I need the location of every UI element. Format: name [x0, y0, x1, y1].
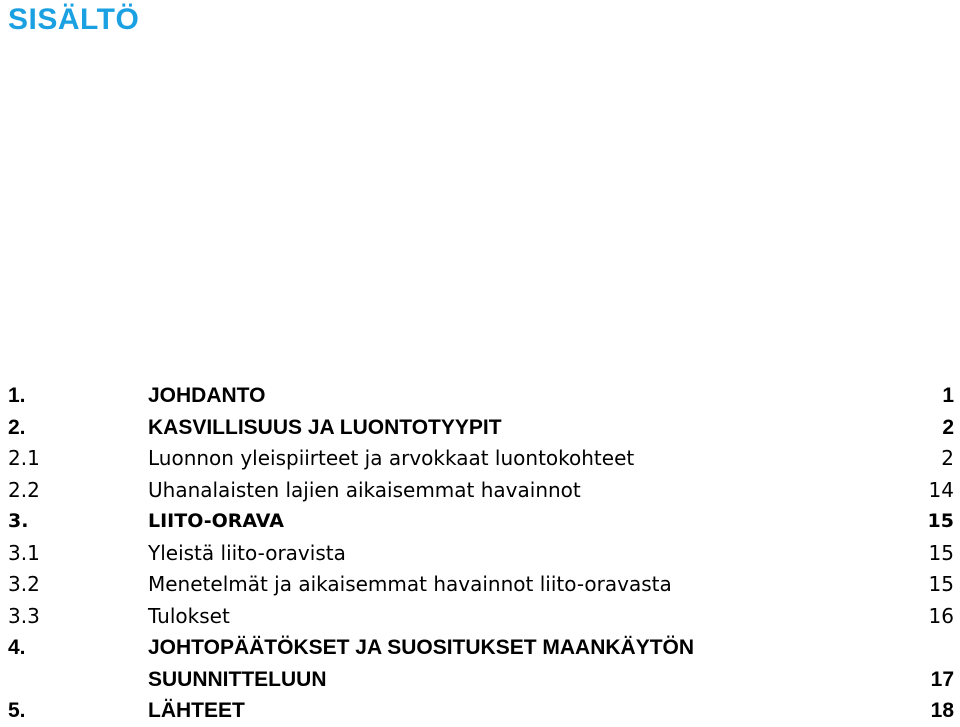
toc-entry-page: 17	[930, 667, 954, 691]
toc-entry-title: JOHDANTO	[148, 384, 266, 407]
toc-entry-number: 3.	[8, 510, 29, 532]
toc-entry-page: 15	[927, 510, 954, 532]
toc-entry-number: 2.2	[8, 477, 40, 502]
toc-entry-4[interactable]	[0, 632, 960, 664]
toc-entry-2[interactable]	[0, 412, 960, 444]
toc-entry-title: Uhanalaisten lajien aikaisemmat havainnot	[148, 477, 581, 502]
toc-entry-page: 14	[928, 477, 954, 502]
toc-entry-5[interactable]	[0, 695, 960, 727]
toc-entry-number: 5.	[8, 699, 26, 722]
toc-entry-number: 3.2	[8, 572, 40, 596]
toc-entry-page: 15	[928, 572, 954, 596]
toc-entry-number: 1.	[8, 384, 26, 407]
toc-entry-page: 2	[942, 415, 954, 439]
toc-entry-title: LIITO-ORAVA	[148, 510, 284, 532]
toc-entry-3[interactable]	[0, 506, 960, 538]
toc-entry-number: 2.	[8, 415, 26, 439]
toc-entry-page: 2	[941, 446, 954, 470]
toc-entry-page: 16	[928, 603, 954, 628]
toc-entry-page: 1	[942, 384, 954, 407]
toc-entry-title: LÄHTEET	[148, 699, 245, 722]
toc-entry-title: JOHTOPÄÄTÖKSET JA SUOSITUKSET MAANKÄYTÖN	[148, 636, 695, 659]
page-title: SISÄLTÖ	[8, 3, 140, 36]
toc-entry-title: Menetelmät ja aikaisemmat havainnot liito-oravasta	[148, 572, 672, 596]
table-of-contents	[0, 380, 960, 727]
toc-entry-number: 2.1	[8, 446, 40, 470]
toc-entry-title: Yleistä liito-oravista	[148, 540, 346, 565]
toc-entry-2-2[interactable]	[0, 475, 960, 507]
toc-entry-title: SUUNNITTELUUN	[148, 667, 327, 691]
toc-entry-number: 3.1	[8, 540, 40, 565]
toc-entry-1[interactable]	[0, 380, 960, 412]
toc-entry-title: KASVILLISUUS JA LUONTOTYYPIT	[148, 415, 502, 439]
toc-entry-2-1[interactable]	[0, 443, 960, 475]
toc-entry-page: 18	[930, 699, 954, 722]
toc-entry-title: Tulokset	[148, 603, 230, 628]
toc-entry-number: 3.3	[8, 603, 40, 628]
toc-entry-number: 4.	[8, 636, 26, 659]
toc-entry-3-3[interactable]	[0, 601, 960, 633]
toc-entry-title: Luonnon yleispiirteet ja arvokkaat luontokohteet	[148, 446, 635, 470]
toc-entry-page: 15	[928, 540, 954, 565]
toc-entry-3-1[interactable]	[0, 538, 960, 570]
toc-entry-3-2[interactable]	[0, 569, 960, 601]
toc-entry-4-continued[interactable]	[0, 664, 960, 696]
